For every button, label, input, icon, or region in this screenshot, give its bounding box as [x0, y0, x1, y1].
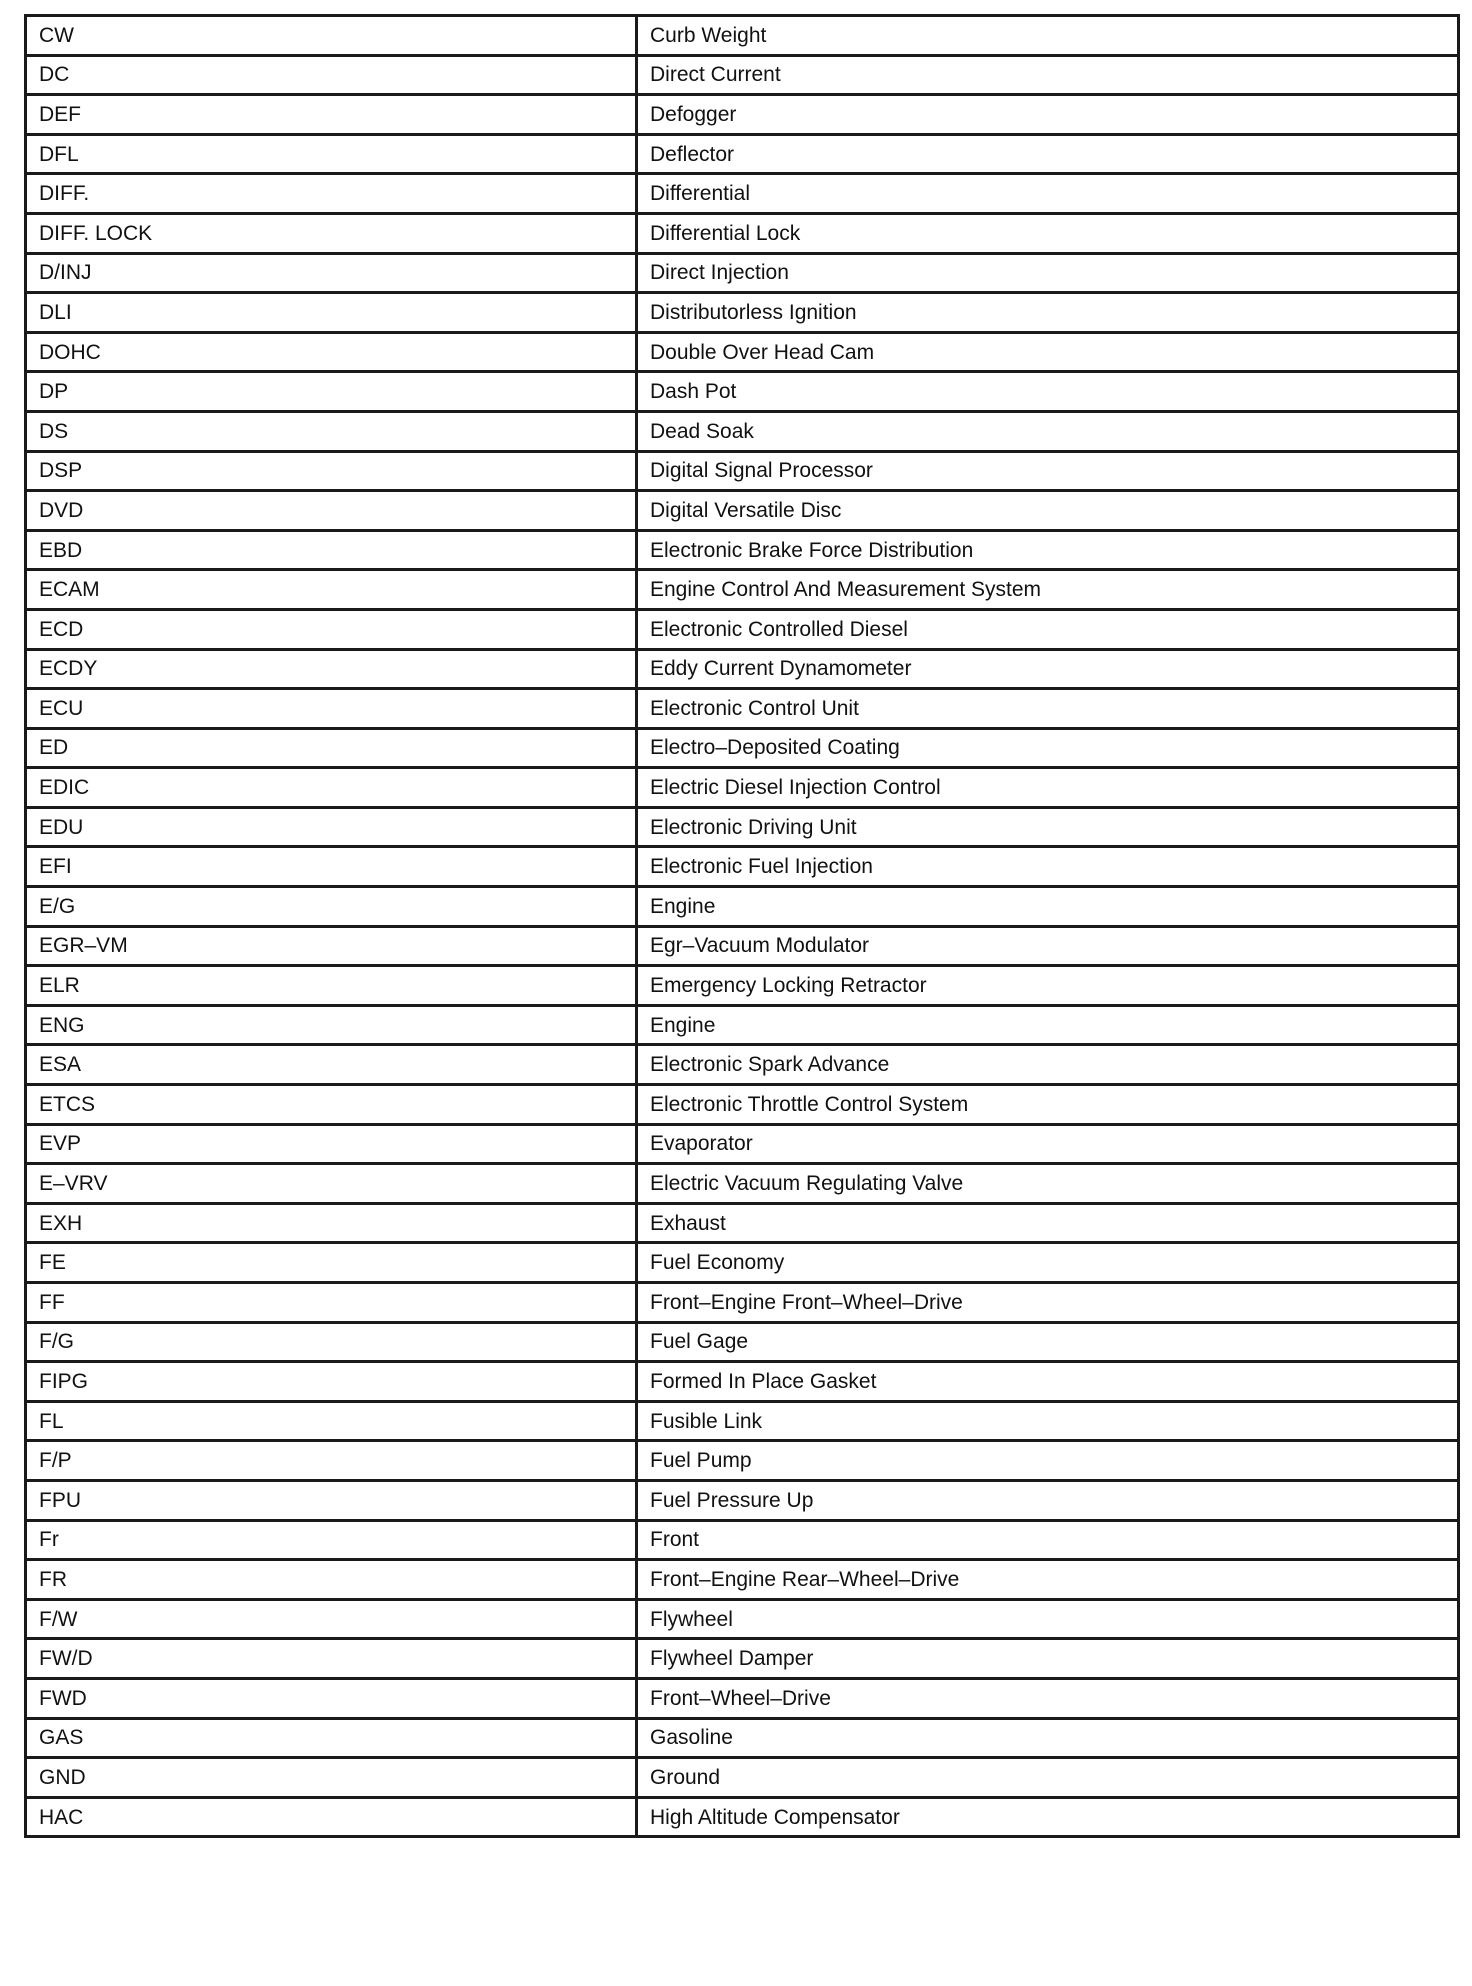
- abbreviation-cell: GND: [26, 1758, 637, 1798]
- table-row: [26, 1480, 1459, 1520]
- definition-cell: Direct Current: [637, 55, 1459, 95]
- definition-cell: Fuel Economy: [637, 1243, 1459, 1283]
- definition-cell: Front: [637, 1520, 1459, 1560]
- abbreviation-cell: DIFF. LOCK: [26, 213, 637, 253]
- table-row: [26, 1758, 1459, 1798]
- definition-cell: Deflector: [637, 134, 1459, 174]
- abbreviation-cell: FF: [26, 1283, 637, 1323]
- abbreviation-cell: EFI: [26, 847, 637, 887]
- definition-cell: Egr–Vacuum Modulator: [637, 926, 1459, 966]
- table-row: [26, 1718, 1459, 1758]
- table-row: [26, 1005, 1459, 1045]
- definition-cell: Defogger: [637, 95, 1459, 135]
- abbreviation-cell: DOHC: [26, 332, 637, 372]
- abbreviation-cell: F/W: [26, 1599, 637, 1639]
- table-row: [26, 332, 1459, 372]
- abbreviation-cell: E–VRV: [26, 1164, 637, 1204]
- table-row: [26, 530, 1459, 570]
- abbreviation-cell: DSP: [26, 451, 637, 491]
- table-row: [26, 451, 1459, 491]
- abbreviation-page: [24, 14, 1460, 1838]
- abbreviation-table-body: [26, 16, 1459, 1837]
- abbreviation-cell: CW: [26, 16, 637, 56]
- table-row: [26, 570, 1459, 610]
- definition-cell: Electro–Deposited Coating: [637, 728, 1459, 768]
- table-row: [26, 609, 1459, 649]
- definition-cell: Gasoline: [637, 1718, 1459, 1758]
- table-row: [26, 411, 1459, 451]
- abbreviation-cell: HAC: [26, 1797, 637, 1837]
- table-row: [26, 134, 1459, 174]
- definition-cell: Direct Injection: [637, 253, 1459, 293]
- abbreviation-cell: F/G: [26, 1322, 637, 1362]
- abbreviation-cell: ED: [26, 728, 637, 768]
- definition-cell: Double Over Head Cam: [637, 332, 1459, 372]
- abbreviation-cell: FE: [26, 1243, 637, 1283]
- table-row: [26, 966, 1459, 1006]
- table-row: [26, 1797, 1459, 1837]
- table-row: [26, 1599, 1459, 1639]
- abbreviation-cell: F/P: [26, 1441, 637, 1481]
- definition-cell: Electric Vacuum Regulating Valve: [637, 1164, 1459, 1204]
- abbreviation-cell: FL: [26, 1401, 637, 1441]
- definition-cell: Digital Signal Processor: [637, 451, 1459, 491]
- definition-cell: Electronic Control Unit: [637, 689, 1459, 729]
- table-row: [26, 372, 1459, 412]
- table-row: [26, 1401, 1459, 1441]
- table-row: [26, 1520, 1459, 1560]
- definition-cell: Differential Lock: [637, 213, 1459, 253]
- definition-cell: Front–Wheel–Drive: [637, 1678, 1459, 1718]
- abbreviation-cell: FIPG: [26, 1362, 637, 1402]
- definition-cell: Front–Engine Rear–Wheel–Drive: [637, 1560, 1459, 1600]
- definition-cell: Electronic Spark Advance: [637, 1045, 1459, 1085]
- abbreviation-cell: DC: [26, 55, 637, 95]
- abbreviation-cell: DS: [26, 411, 637, 451]
- table-row: [26, 887, 1459, 927]
- table-row: [26, 1045, 1459, 1085]
- definition-cell: Electronic Fuel Injection: [637, 847, 1459, 887]
- definition-cell: Flywheel: [637, 1599, 1459, 1639]
- table-row: [26, 807, 1459, 847]
- table-row: [26, 1678, 1459, 1718]
- definition-cell: Front–Engine Front–Wheel–Drive: [637, 1283, 1459, 1323]
- abbreviation-cell: ELR: [26, 966, 637, 1006]
- definition-cell: Fuel Pressure Up: [637, 1480, 1459, 1520]
- abbreviation-cell: DFL: [26, 134, 637, 174]
- abbreviation-cell: EDIC: [26, 768, 637, 808]
- definition-cell: Dead Soak: [637, 411, 1459, 451]
- definition-cell: Electronic Driving Unit: [637, 807, 1459, 847]
- table-row: [26, 728, 1459, 768]
- abbreviation-cell: EGR–VM: [26, 926, 637, 966]
- definition-cell: Formed In Place Gasket: [637, 1362, 1459, 1402]
- table-row: [26, 1639, 1459, 1679]
- abbreviation-cell: DEF: [26, 95, 637, 135]
- table-row: [26, 1243, 1459, 1283]
- definition-cell: Digital Versatile Disc: [637, 491, 1459, 531]
- abbreviation-cell: ETCS: [26, 1085, 637, 1125]
- abbreviation-cell: DIFF.: [26, 174, 637, 214]
- table-row: [26, 16, 1459, 56]
- table-row: [26, 847, 1459, 887]
- abbreviation-cell: EVP: [26, 1124, 637, 1164]
- table-row: [26, 649, 1459, 689]
- abbreviation-cell: DP: [26, 372, 637, 412]
- definition-cell: Dash Pot: [637, 372, 1459, 412]
- abbreviation-cell: E/G: [26, 887, 637, 927]
- abbreviation-cell: GAS: [26, 1718, 637, 1758]
- abbreviation-cell: EXH: [26, 1203, 637, 1243]
- abbreviation-cell: ECD: [26, 609, 637, 649]
- definition-cell: Electric Diesel Injection Control: [637, 768, 1459, 808]
- abbreviation-cell: FW/D: [26, 1639, 637, 1679]
- abbreviation-cell: FPU: [26, 1480, 637, 1520]
- table-row: [26, 1441, 1459, 1481]
- table-row: [26, 768, 1459, 808]
- definition-cell: Flywheel Damper: [637, 1639, 1459, 1679]
- definition-cell: Curb Weight: [637, 16, 1459, 56]
- abbreviation-cell: FR: [26, 1560, 637, 1600]
- table-row: [26, 95, 1459, 135]
- definition-cell: Fuel Gage: [637, 1322, 1459, 1362]
- abbreviation-cell: ECAM: [26, 570, 637, 610]
- table-row: [26, 1164, 1459, 1204]
- definition-cell: High Altitude Compensator: [637, 1797, 1459, 1837]
- table-row: [26, 1203, 1459, 1243]
- definition-cell: Electronic Brake Force Distribution: [637, 530, 1459, 570]
- abbreviation-table: [24, 14, 1460, 1838]
- abbreviation-cell: Fr: [26, 1520, 637, 1560]
- table-row: [26, 55, 1459, 95]
- table-row: [26, 1124, 1459, 1164]
- definition-cell: Fuel Pump: [637, 1441, 1459, 1481]
- table-row: [26, 1362, 1459, 1402]
- table-row: [26, 213, 1459, 253]
- abbreviation-cell: DLI: [26, 293, 637, 333]
- definition-cell: Evaporator: [637, 1124, 1459, 1164]
- table-row: [26, 293, 1459, 333]
- definition-cell: Electronic Throttle Control System: [637, 1085, 1459, 1125]
- definition-cell: Distributorless Ignition: [637, 293, 1459, 333]
- table-row: [26, 1560, 1459, 1600]
- abbreviation-cell: ESA: [26, 1045, 637, 1085]
- definition-cell: Ground: [637, 1758, 1459, 1798]
- abbreviation-cell: FWD: [26, 1678, 637, 1718]
- table-row: [26, 174, 1459, 214]
- abbreviation-cell: EDU: [26, 807, 637, 847]
- abbreviation-cell: EBD: [26, 530, 637, 570]
- definition-cell: Fusible Link: [637, 1401, 1459, 1441]
- definition-cell: Engine: [637, 887, 1459, 927]
- table-row: [26, 253, 1459, 293]
- table-row: [26, 689, 1459, 729]
- abbreviation-cell: D/INJ: [26, 253, 637, 293]
- abbreviation-cell: ECDY: [26, 649, 637, 689]
- abbreviation-cell: DVD: [26, 491, 637, 531]
- definition-cell: Differential: [637, 174, 1459, 214]
- table-row: [26, 1322, 1459, 1362]
- definition-cell: Exhaust: [637, 1203, 1459, 1243]
- definition-cell: Engine Control And Measurement System: [637, 570, 1459, 610]
- table-row: [26, 1085, 1459, 1125]
- definition-cell: Emergency Locking Retractor: [637, 966, 1459, 1006]
- abbreviation-cell: ECU: [26, 689, 637, 729]
- definition-cell: Engine: [637, 1005, 1459, 1045]
- table-row: [26, 491, 1459, 531]
- definition-cell: Eddy Current Dynamometer: [637, 649, 1459, 689]
- table-row: [26, 1283, 1459, 1323]
- definition-cell: Electronic Controlled Diesel: [637, 609, 1459, 649]
- table-row: [26, 926, 1459, 966]
- abbreviation-cell: ENG: [26, 1005, 637, 1045]
